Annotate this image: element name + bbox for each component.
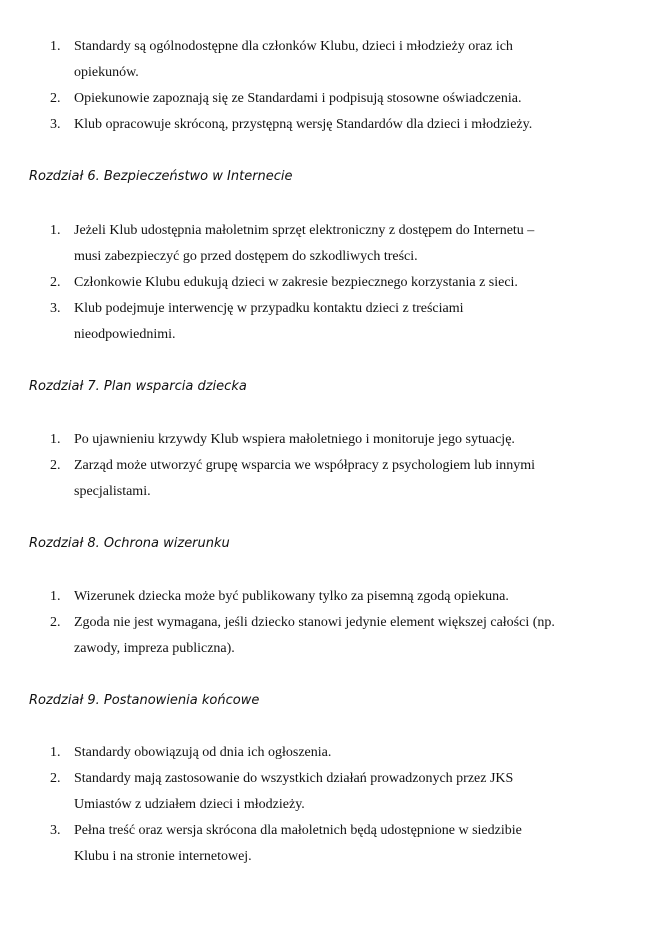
list-text: Umiastów z udziałem dzieci i młodzieży. (74, 797, 305, 812)
list-number: 2. (50, 615, 61, 630)
list-text: Jeżeli Klub udostępnia małoletnim sprzęt elektroniczny z dostępem do Internetu – (74, 223, 535, 238)
list-text: Zgoda nie jest wymagana, jeśli dziecko stanowi jedynie element większej całości (np. (74, 615, 555, 630)
list-text: Standardy są ogólnodostępne dla członków Klubu, dzieci i młodzieży oraz ich (74, 39, 513, 54)
section-heading: Rozdział 9. Postanowienia końcowe (29, 693, 260, 708)
list-text: Klub podejmuje interwencję w przypadku kontaktu dzieci z treściami (74, 301, 464, 316)
list-number: 2. (50, 458, 61, 473)
list-number: 3. (50, 117, 61, 132)
section-heading: Rozdział 8. Ochrona wizerunku (29, 536, 230, 551)
list-number: 1. (50, 39, 61, 54)
list-text: nieodpowiednimi. (74, 327, 176, 342)
list-text: Opiekunowie zapoznają się ze Standardami i podpisują stosowne oświadczenia. (74, 91, 522, 106)
list-text: Zarząd może utworzyć grupę wsparcia we współpracy z psychologiem lub innymi (74, 458, 536, 473)
list-text: opiekunów. (74, 65, 139, 80)
list-text: Standardy obowiązują od dnia ich ogłoszenia. (74, 745, 332, 760)
list-text: Klub opracowuje skróconą, przystępną wersję Standardów dla dzieci i młodzieży. (74, 117, 533, 132)
list-text: musi zabezpieczyć go przed dostępem do szkodliwych treści. (74, 249, 418, 264)
list-number: 1. (50, 745, 61, 760)
list-text: Standardy mają zastosowanie do wszystkich działań prowadzonych przez JKS (74, 771, 514, 786)
list-number: 1. (50, 589, 61, 604)
list-number: 2. (50, 771, 61, 786)
list-number: 3. (50, 823, 61, 838)
section-heading: Rozdział 6. Bezpieczeństwo w Internecie (29, 169, 293, 184)
section-heading: Rozdział 7. Plan wsparcia dziecka (29, 379, 247, 394)
list-text: Po ujawnieniu krzywdy Klub wspiera małoletniego i monitoruje jego sytuację. (74, 432, 515, 447)
list-number: 2. (50, 275, 61, 290)
list-number: 1. (50, 223, 61, 238)
list-number: 3. (50, 301, 61, 316)
list-text: zawody, impreza publiczna). (74, 641, 235, 656)
list-text: Klubu i na stronie internetowej. (74, 849, 252, 864)
list-text: Pełna treść oraz wersja skrócona dla małoletnich będą udostępnione w siedzibie (74, 823, 522, 838)
list-text: specjalistami. (74, 484, 151, 499)
list-text: Członkowie Klubu edukują dzieci w zakresie bezpiecznego korzystania z sieci. (74, 275, 518, 290)
list-text: Wizerunek dziecka może być publikowany tylko za pisemną zgodą opiekuna. (74, 589, 509, 604)
list-number: 1. (50, 432, 61, 447)
list-number: 2. (50, 91, 61, 106)
